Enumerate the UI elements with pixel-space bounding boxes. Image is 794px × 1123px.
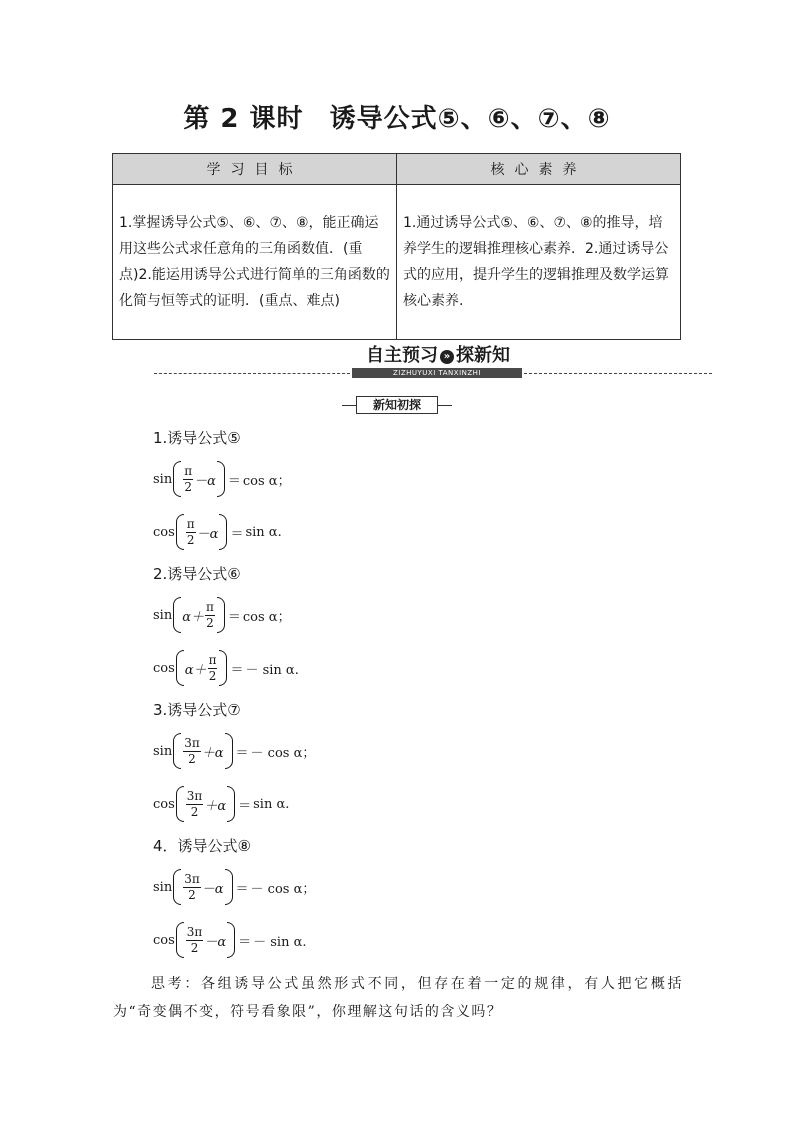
formula-rhs: sin α. — [245, 524, 282, 540]
left-paren — [176, 650, 184, 686]
formula-row — [153, 459, 291, 499]
banner-rule-right — [524, 373, 712, 374]
right-paren — [227, 786, 235, 822]
header-core-literacy: 核心素养 — [397, 154, 681, 185]
lesson-topic: 诱导公式⑤、⑥、⑦、⑧ — [329, 104, 611, 134]
equals-sign: ＝ — [230, 662, 244, 678]
left-paren — [173, 733, 181, 769]
fraction-numerator: π — [208, 652, 217, 667]
left-paren — [176, 514, 184, 550]
formula-rhs: cos α； — [242, 609, 291, 625]
core-literacy-cell: 1.通过诱导公式⑤、⑥、⑦、⑧的推导，培养学生的逻辑推理核心素养．2.通过诱导公式的应用，提升学生的逻辑推理及数学运算核心素养. — [397, 185, 681, 340]
func-name: sin — [153, 879, 173, 895]
subheader — [342, 396, 452, 414]
formula-row — [153, 867, 315, 907]
banner-right-text: 探新知 — [456, 345, 510, 366]
equals-sign: ＝ — [227, 473, 241, 489]
formula-rhs: － sin α. — [245, 662, 299, 678]
fraction-numerator: π — [205, 599, 214, 614]
right-paren — [219, 650, 227, 686]
fraction-numerator: π — [184, 463, 193, 478]
equals-sign: ＝ — [238, 934, 252, 950]
func-name: cos — [153, 796, 175, 812]
equals-sign: ＝ — [235, 745, 249, 761]
formula-row — [153, 920, 307, 960]
fraction-denominator: 2 — [190, 940, 199, 955]
equals-sign: ＝ — [227, 609, 241, 625]
fraction — [183, 872, 201, 903]
fraction-denominator: 2 — [206, 615, 214, 630]
think-paragraph: 思考：各组诱导公式虽然形式不同，但存在着一定的规律，有人把它概括为“奇变偶不变，符号看象限”，你理解这句话的含义吗？ — [113, 976, 683, 1020]
left-paren — [173, 869, 181, 905]
formula-heading: 3.诱导公式⑦ — [153, 701, 241, 719]
banner-left-text: 自主预习 — [366, 345, 438, 366]
formula-rhs: － cos α； — [250, 745, 316, 761]
right-paren — [227, 922, 235, 958]
formula-post: －α — [201, 881, 224, 897]
equals-sign: ＝ — [238, 798, 252, 814]
fraction — [205, 600, 215, 631]
fraction-denominator: 2 — [184, 479, 192, 494]
left-paren — [173, 461, 181, 497]
formula-post: －α — [204, 934, 227, 950]
subheader-label: 新知初探 — [356, 396, 438, 414]
fraction — [186, 517, 196, 548]
formula-pre: α＋ — [184, 662, 207, 678]
formula-rhs: － cos α； — [250, 881, 316, 897]
left-paren — [176, 786, 184, 822]
formula-rhs: － sin α. — [253, 934, 307, 950]
fraction-denominator: 2 — [186, 532, 195, 547]
right-paren — [217, 597, 225, 633]
section-banner — [154, 345, 714, 379]
fraction-denominator: 2 — [188, 887, 196, 902]
banner-title — [354, 345, 522, 367]
func-name: cos — [153, 524, 175, 540]
fraction-denominator: 2 — [188, 751, 196, 766]
formula-row — [153, 731, 315, 771]
learning-goals-cell: 1.掌握诱导公式⑤、⑥、⑦、⑧，能正确运用这些公式求任意角的三角函数值．(重点)2.能运用诱导公式进行简单的三角函数的化简与恒等式的证明．(重点、难点) — [113, 185, 397, 340]
func-name: sin — [153, 743, 173, 759]
right-paren — [225, 733, 233, 769]
formula-post: ＋α — [201, 745, 224, 761]
func-name: cos — [153, 932, 175, 948]
formula-rhs: cos α； — [242, 473, 291, 489]
func-name: sin — [153, 607, 173, 623]
fraction-denominator: 2 — [190, 804, 199, 819]
fraction — [186, 925, 204, 956]
formula-pre: α＋ — [182, 609, 204, 625]
fraction — [183, 464, 193, 495]
left-paren — [173, 597, 181, 633]
subheader-line-right — [438, 405, 452, 406]
fraction-numerator: 3π — [186, 924, 203, 939]
chevron-right-icon: » — [440, 350, 454, 364]
formula-heading: 2.诱导公式⑥ — [153, 565, 241, 583]
formula-heading: 4．诱导公式⑧ — [153, 837, 251, 855]
func-name: cos — [153, 660, 175, 676]
formula-post: ＋α — [204, 798, 227, 814]
formula-row — [153, 784, 289, 824]
page-title — [0, 98, 794, 135]
formula-rhs: sin α. — [253, 796, 290, 812]
formula-row — [153, 595, 291, 635]
formula-heading: 1.诱导公式⑤ — [153, 429, 241, 447]
fraction-numerator: π — [186, 516, 195, 531]
formula-post: －α — [196, 526, 219, 542]
equals-sign: ＝ — [235, 881, 249, 897]
right-paren — [219, 514, 227, 550]
func-name: sin — [153, 471, 173, 487]
lesson-number: 第 2 课时 — [183, 104, 304, 134]
fraction — [208, 653, 218, 684]
banner-rule-left — [154, 373, 350, 374]
equals-sign: ＝ — [230, 526, 244, 542]
fraction-numerator: 3π — [184, 871, 200, 886]
banner-pinyin: ZIZHUYUXI TANXINZHI — [352, 368, 522, 378]
fraction-numerator: 3π — [186, 788, 203, 803]
fraction-numerator: 3π — [184, 735, 200, 750]
goals-table — [112, 153, 681, 340]
formula-post: －α — [194, 473, 216, 489]
fraction — [183, 736, 201, 767]
fraction-denominator: 2 — [208, 668, 217, 683]
left-paren — [176, 922, 184, 958]
right-paren — [225, 869, 233, 905]
subheader-line-left — [342, 405, 356, 406]
fraction — [186, 789, 204, 820]
formula-row — [153, 512, 282, 552]
formula-row — [153, 648, 299, 688]
header-learning-goals: 学习目标 — [113, 154, 397, 185]
right-paren — [217, 461, 225, 497]
